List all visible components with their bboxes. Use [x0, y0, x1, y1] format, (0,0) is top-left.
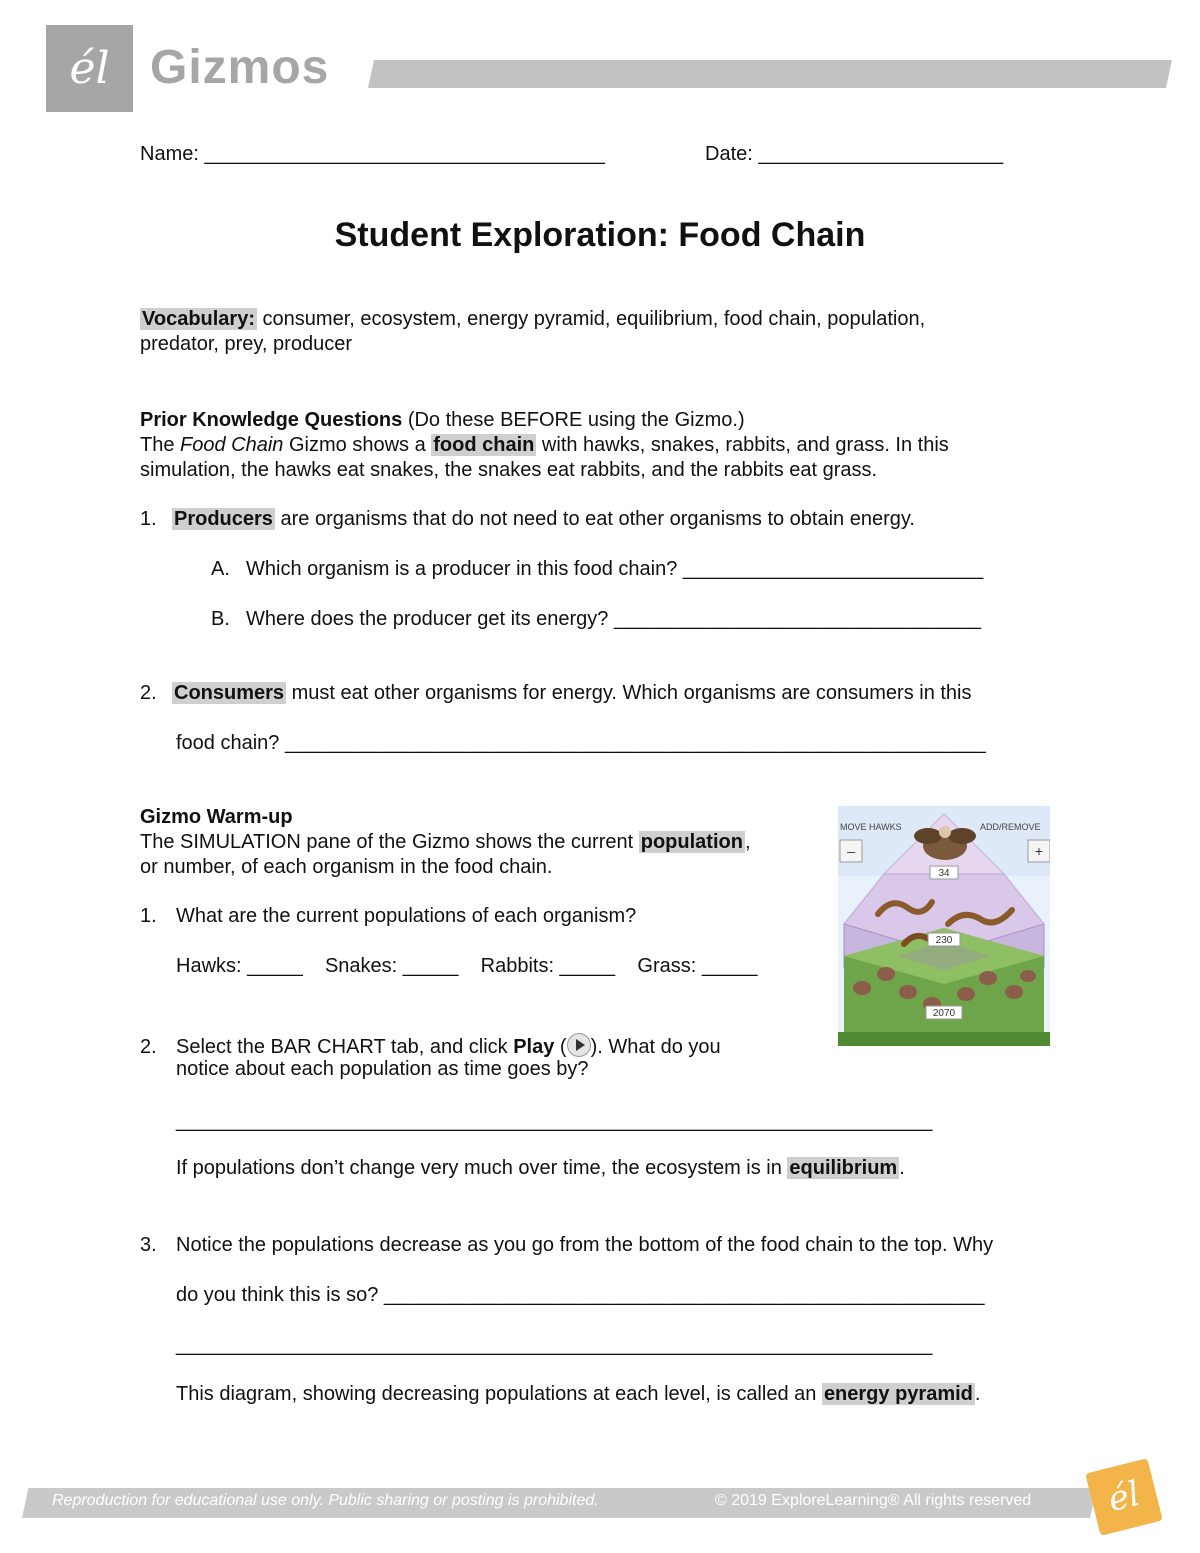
- move-hawks-label: MOVE HAWKS: [840, 822, 902, 832]
- rabbit-icon: [979, 971, 997, 985]
- hawk-wing-icon: [948, 828, 976, 844]
- q-text: are organisms that do not need to eat other organisms to obtain energy.: [274, 508, 915, 530]
- prior-q1a[interactable]: [211, 558, 983, 581]
- q-number: 3.: [140, 1234, 157, 1256]
- gizmos-brand: Gizmos: [150, 41, 330, 94]
- q-text: Notice the populations decrease as you go from the bottom of the food chain to the top. Why: [176, 1234, 994, 1256]
- vocabulary-label: Vocabulary:: [142, 308, 255, 330]
- date-field[interactable]: [705, 143, 1003, 166]
- term-equilibrium: equilibrium: [789, 1157, 898, 1179]
- warmup-q1: [140, 905, 636, 928]
- date-label: Date:: [705, 143, 753, 165]
- term-consumers: Consumers: [174, 682, 285, 704]
- warmup-q2-answer[interactable]: ____________________________________________________________________: [176, 1110, 933, 1132]
- rabbit-icon: [877, 967, 895, 981]
- intro-text: The: [140, 434, 181, 456]
- rabbit-icon: [899, 985, 917, 999]
- note-text: .: [974, 1383, 981, 1405]
- q-number: 1.: [140, 508, 157, 530]
- footer-copyright: © 2019 ExploreLearning® All rights reserved: [715, 1492, 1032, 1509]
- warmup-q2-line-2: notice about each population as time goes by?: [176, 1058, 589, 1080]
- intro-text: Gizmo shows a: [283, 434, 432, 456]
- rabbit-icon: [957, 987, 975, 1001]
- name-field[interactable]: [140, 143, 605, 166]
- name-label: Name:: [140, 143, 199, 165]
- prior-heading-note: (Do these BEFORE using the Gizmo.): [402, 409, 745, 431]
- prior-intro-line-2: simulation, the hawks eat snakes, the snakes eat rabbits, and the rabbits eat grass.: [140, 459, 878, 481]
- explorelearning-logo: él: [46, 25, 133, 112]
- hawk-wing-icon: [914, 828, 942, 844]
- intro-text: with hawks, snakes, rabbits, and grass. In this: [536, 434, 949, 456]
- equilibrium-note: [176, 1157, 905, 1180]
- q-text: must eat other organisms for energy. Which organisms are consumers in this: [286, 682, 972, 704]
- prior-heading-text: Prior Knowledge Questions: [140, 409, 403, 431]
- warmup-heading-text: Gizmo Warm-up: [140, 806, 293, 828]
- warmup-q2: [140, 1033, 721, 1059]
- energy-pyramid-note: [176, 1383, 980, 1406]
- q-letter: B.: [211, 608, 230, 630]
- prior-intro-line-1: [140, 434, 949, 457]
- play-icon: [567, 1033, 591, 1057]
- energy-pyramid-image: [838, 806, 1050, 1046]
- q-text: (: [554, 1036, 567, 1058]
- prior-q2: [140, 682, 972, 705]
- rabbit-icon: [1005, 985, 1023, 999]
- q-number: 2.: [140, 682, 157, 704]
- vocabulary-line-2: predator, prey, producer: [140, 333, 352, 355]
- prior-q1: [140, 508, 915, 531]
- vocabulary-terms: consumer, ecosystem, energy pyramid, equilibrium, food chain, population,: [257, 308, 926, 330]
- q-number: 2.: [140, 1036, 157, 1058]
- term-producers: Producers: [174, 508, 273, 530]
- header-bar: [368, 60, 1172, 88]
- footer-logo: él: [1085, 1458, 1163, 1536]
- note-text: This diagram, showing decreasing populations at each level, is called an: [176, 1383, 822, 1405]
- prior-knowledge-heading: [140, 409, 745, 432]
- q-text: Select the BAR CHART tab, and click: [176, 1036, 514, 1058]
- term-food-chain: food chain: [433, 434, 535, 456]
- minus-icon: –: [847, 843, 855, 859]
- rabbit-icon: [1020, 970, 1036, 982]
- warmup-q3-answer-1[interactable]: do you think this is so? ______________________________________________________: [176, 1284, 985, 1306]
- vocabulary-line-1: [140, 308, 925, 331]
- term-energy-pyramid: energy pyramid: [823, 1383, 973, 1405]
- intro-text: ,: [744, 831, 751, 853]
- warmup-intro-line-1: [140, 831, 751, 854]
- grass-strip: [838, 1032, 1050, 1046]
- population-blanks[interactable]: Hawks: _____ Snakes: _____ Rabbits: _____ Grass: _____: [176, 955, 758, 977]
- rabbit-icon: [853, 981, 871, 995]
- date-blank[interactable]: ______________________: [758, 143, 1004, 165]
- warmup-intro-line-2: or number, of each organism in the food chain.: [140, 856, 553, 878]
- note-text: If populations don’t change very much over time, the ecosystem is in: [176, 1157, 788, 1179]
- q-text: ). What do you: [590, 1036, 721, 1058]
- snake-count: 230: [935, 935, 953, 946]
- play-label: Play: [513, 1036, 555, 1058]
- hawk-head-icon: [939, 826, 951, 838]
- name-blank[interactable]: ____________________________________: [204, 143, 605, 165]
- add-remove-label: ADD/REMOVE: [980, 822, 1041, 832]
- page-title: Student Exploration: Food Chain: [334, 216, 866, 254]
- plus-icon: +: [1034, 843, 1044, 859]
- warmup-heading: [140, 806, 293, 829]
- q-text[interactable]: Which organism is a producer in this food chain? ___________________________: [246, 558, 984, 580]
- intro-text: The SIMULATION pane of the Gizmo shows the current: [140, 831, 639, 853]
- term-population: population: [640, 831, 743, 853]
- prior-q1b[interactable]: [211, 608, 981, 631]
- grass-count: 2070: [932, 1008, 956, 1019]
- q-letter: A.: [211, 558, 230, 580]
- hawk-count: 34: [938, 868, 950, 879]
- warmup-q3: [140, 1234, 993, 1257]
- warmup-q3-answer-2[interactable]: ____________________________________________________________________: [176, 1334, 933, 1356]
- footer-notice: Reproduction for educational use only. Public sharing or posting is prohibited.: [52, 1492, 599, 1509]
- q-text[interactable]: Where does the producer get its energy? _________________________________: [246, 608, 982, 630]
- prior-q2-answer[interactable]: food chain? _______________________________________________________________: [176, 732, 986, 754]
- q-number: 1.: [140, 905, 157, 927]
- note-text: .: [899, 1157, 905, 1179]
- gizmo-name: Food Chain: [180, 434, 284, 456]
- q-text: What are the current populations of each organism?: [176, 905, 637, 927]
